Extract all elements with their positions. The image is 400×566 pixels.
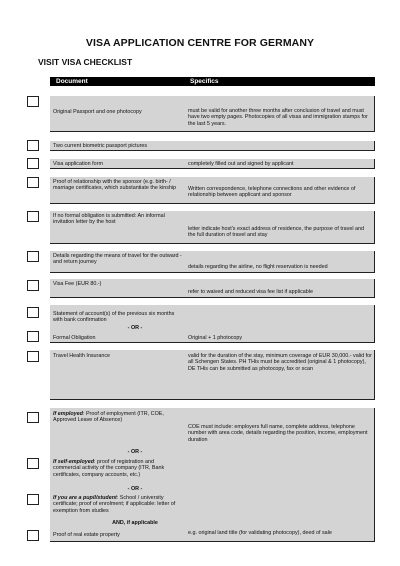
checkbox-employed[interactable] [27, 412, 39, 423]
doc-property: Proof of real estate property [53, 532, 120, 538]
employed-label: If employed [53, 411, 83, 417]
row-passport [50, 96, 375, 132]
checkbox-form[interactable] [27, 158, 39, 169]
spec-relationship: Written correspondence, telephone connections and other evidence of relationship between applicant and sponsor [188, 186, 356, 199]
checkbox-bank[interactable] [27, 307, 39, 318]
spec-form: completely filled out and signed by applicant [188, 161, 294, 167]
doc-formal-obligation: Formal Obligation [53, 335, 96, 341]
page-title: VISA APPLICATION CENTRE FOR GERMANY [85, 37, 315, 49]
doc-fee: Visa Fee (EUR 80.-) [53, 281, 102, 287]
checkbox-relationship[interactable] [27, 177, 39, 188]
spec-passport: must be valid for another three months after conclusion of travel and must have two empty pages. Photocopies of all visas and immigration stamps for the last 5 years. [188, 108, 368, 127]
row-relationship [50, 177, 375, 204]
spec-invitation: letter indicate host's exact address of residence, the purpose of travel and the full duration of travel and stay [188, 226, 365, 239]
doc-bank: Statement of account(s) of the previous six months with bank confirmation [53, 311, 175, 324]
doc-insurance: Travel Health Insurance [53, 353, 111, 359]
checkbox-fee[interactable] [27, 280, 39, 291]
checkbox-passport[interactable] [27, 96, 39, 107]
checkbox-property[interactable] [27, 530, 39, 541]
doc-form: Visa application form [53, 161, 103, 167]
or-separator: - OR - [127, 325, 143, 331]
row-insurance [50, 350, 375, 400]
doc-relationship: Proof of relationship with the sponsor (e.g. birth- / marriage certificates, which substantiate the kinship [53, 179, 177, 192]
doc-employed [53, 411, 183, 424]
checkbox-self-employed[interactable] [27, 458, 39, 469]
spec-employed: COE must include: employers full name, complete address, telephone number with area code, details regarding the position, income, employment duration [188, 424, 368, 443]
doc-invitation: If no formal obligation is submitted: An informal invitation letter by the host [53, 213, 165, 226]
row-fee [50, 279, 375, 298]
spec-fee: refer to waived and reduced visa fee list if applicable [188, 289, 313, 295]
row-employment [50, 408, 375, 542]
row-photos [50, 141, 375, 151]
spec-means: details regarding the airline, no flight reservation is needed [188, 264, 328, 270]
header-document: Document [56, 78, 88, 85]
doc-means: Details regarding the means of travel for the outward - and return journey [53, 253, 182, 266]
doc-self-employed [53, 459, 183, 478]
doc-student [53, 495, 183, 514]
self-employed-label: If self-employed [53, 459, 95, 465]
row-form [50, 159, 375, 169]
spec-formal-obligation: Original + 1 photocopy [188, 335, 243, 341]
table-header [50, 77, 375, 86]
checkbox-invitation[interactable] [27, 211, 39, 222]
student-label: If you are a pupil/student [53, 495, 117, 501]
and-if-applicable: AND, if applicable [112, 520, 158, 526]
or-separator-2: - OR - [127, 486, 143, 492]
row-means [50, 251, 375, 273]
header-specifics: Specifics [190, 78, 219, 85]
or-separator-1: - OR - [127, 449, 143, 455]
checkbox-insurance[interactable] [27, 351, 39, 362]
self-employed-text: : proof of registration and commercial activity of the company (ITR, Bank certificates, company accounts, etc.) [53, 459, 165, 478]
checkbox-photos[interactable] [27, 140, 39, 151]
doc-photos: Two current biometric passport pictures [53, 143, 148, 149]
page-subtitle: VISIT VISA CHECKLIST [38, 57, 133, 67]
doc-passport: Original Passport and one photocopy [53, 109, 142, 115]
student-text: : School / university certificate; proof of enrolment; if applicable: letter of exemption from studies [53, 495, 176, 514]
spec-insurance: valid for the duration of the stay, minimum coverage of EUR 30,000.- valid for all Schengen States. PH THis must be accredited (original & 1 photocopy), DE THis can be submitted as photocopy, fax or scan [188, 353, 372, 372]
row-invitation [50, 211, 375, 244]
checkbox-student[interactable] [27, 494, 39, 505]
row-bank [50, 305, 375, 343]
checkbox-means[interactable] [27, 251, 39, 262]
spec-property: e.g. original land title (for validating photocopy), deed of sale [188, 530, 332, 536]
checkbox-formal-obligation[interactable] [27, 331, 39, 342]
employed-text: : Proof of employment (ITR, COE, Approved Leave of Absence) [53, 411, 164, 424]
